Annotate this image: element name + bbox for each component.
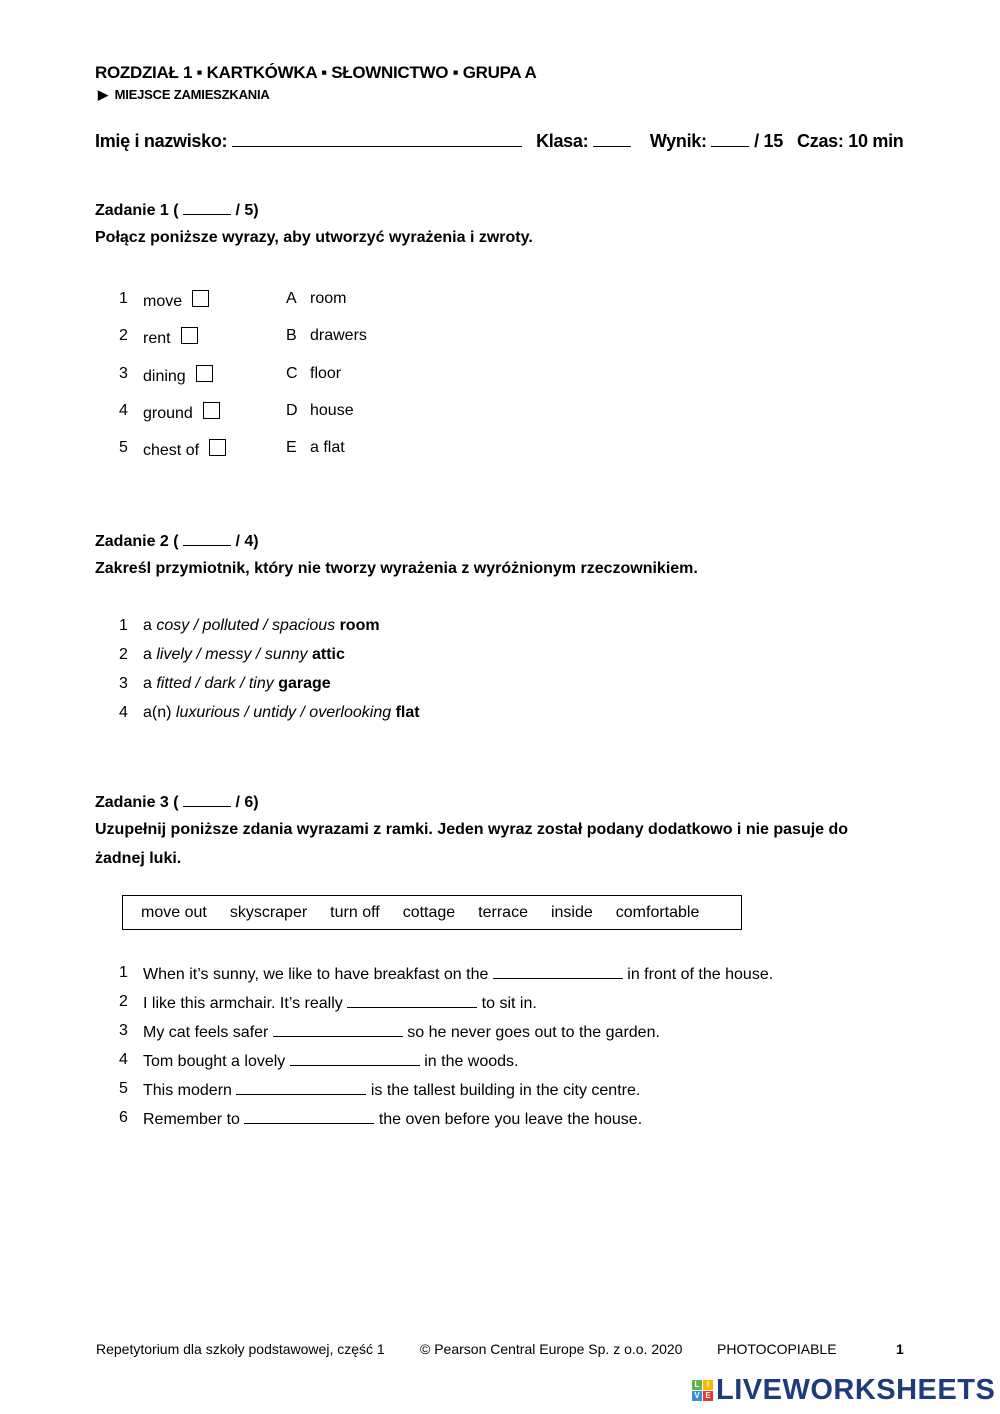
item-number: 2 bbox=[119, 993, 128, 1010]
triangle-bullet-icon: ▶ bbox=[98, 87, 108, 102]
time-label: Czas: 10 min bbox=[797, 131, 904, 151]
adjective-item bbox=[143, 617, 380, 635]
sentence-end: is the tallest building in the city centre. bbox=[370, 1082, 641, 1099]
sentence bbox=[143, 1051, 519, 1071]
task2-instruction: Zakreśl przymiotnik, który nie tworzy wyrażenia z wyróżnionym rzeczownikiem. bbox=[95, 560, 698, 577]
task3-instruction-line1: Uzupełnij poniższe zdania wyrazami z ramki. Jeden wyraz został podany dodatkowo i nie pasuje do bbox=[95, 821, 849, 838]
sentence-start: Remember to bbox=[143, 1111, 240, 1128]
sentence bbox=[143, 964, 773, 984]
option-word: a flat bbox=[310, 439, 345, 457]
answer-checkbox[interactable] bbox=[192, 290, 209, 307]
answer-blank[interactable] bbox=[244, 1109, 374, 1124]
task1-title: Zadanie 1 ( / 5) bbox=[95, 202, 259, 219]
highlighted-noun: attic bbox=[311, 646, 345, 663]
worksheet-title: ROZDZIAŁ 1 ▪ KARTKÓWKA ▪ SŁOWNICTWO ▪ GRUPA A bbox=[95, 63, 537, 82]
article: a bbox=[143, 617, 152, 634]
match-item bbox=[143, 365, 213, 386]
sentence-start: My cat feels safer bbox=[143, 1024, 269, 1041]
name-field[interactable] bbox=[232, 130, 522, 147]
item-number: 1 bbox=[119, 290, 128, 307]
class-field[interactable] bbox=[593, 130, 631, 147]
score-total: / 15 bbox=[754, 131, 783, 151]
worksheet-subtitle bbox=[98, 87, 270, 103]
match-item bbox=[143, 402, 220, 423]
match-word: ground bbox=[143, 404, 193, 422]
answer-blank[interactable] bbox=[236, 1080, 366, 1095]
item-number: 1 bbox=[119, 964, 128, 981]
student-info-row bbox=[95, 130, 904, 152]
answer-blank[interactable] bbox=[493, 964, 623, 979]
word-bank-box bbox=[122, 895, 742, 930]
answer-blank[interactable] bbox=[290, 1051, 420, 1066]
task2-title: Zadanie 2 ( / 4) bbox=[95, 533, 259, 550]
answer-checkbox[interactable] bbox=[181, 327, 198, 344]
word-bank-item: comfortable bbox=[615, 903, 700, 921]
subtitle-text: MIEJSCE ZAMIESZKANIA bbox=[114, 87, 270, 102]
answer-checkbox[interactable] bbox=[203, 402, 220, 419]
footer-copyright: © Pearson Central Europe Sp. z o.o. 2020 bbox=[420, 1341, 683, 1357]
word-bank-item: skyscraper bbox=[229, 903, 308, 921]
option-letter: E bbox=[286, 439, 297, 457]
item-number: 4 bbox=[119, 704, 128, 721]
adjective-options[interactable]: fitted / dark / tiny bbox=[156, 675, 274, 692]
option-word: floor bbox=[310, 364, 342, 382]
adjective-item bbox=[143, 646, 345, 664]
option-letter: D bbox=[286, 401, 298, 419]
article: a bbox=[143, 646, 152, 663]
word-bank-item: turn off bbox=[330, 903, 380, 921]
option-letter: A bbox=[286, 290, 297, 307]
adjective-item bbox=[143, 675, 331, 693]
word-bank-item: terrace bbox=[478, 903, 528, 921]
footer-book-title: Repetytorium dla szkoły podstawowej, część 1 bbox=[96, 1341, 385, 1357]
item-number: 4 bbox=[119, 401, 128, 419]
highlighted-noun: room bbox=[339, 617, 380, 634]
item-number: 6 bbox=[119, 1109, 128, 1126]
logo-text: LIVEWORKSHEETS bbox=[716, 1374, 996, 1406]
match-item bbox=[143, 439, 226, 460]
answer-blank[interactable] bbox=[347, 993, 477, 1008]
highlighted-noun: flat bbox=[395, 704, 420, 721]
sentence-end: in the woods. bbox=[424, 1053, 519, 1070]
sentence-end: so he never goes out to the garden. bbox=[407, 1024, 660, 1041]
item-number: 1 bbox=[119, 617, 128, 634]
option-letter: C bbox=[286, 364, 298, 382]
score-label: Wynik: bbox=[649, 131, 707, 151]
word-bank-item: cottage bbox=[402, 903, 456, 921]
sentence bbox=[143, 1080, 640, 1100]
task1-instruction: Połącz poniższe wyrazy, aby utworzyć wyrażenia i zwroty. bbox=[95, 229, 533, 246]
match-word: move bbox=[143, 293, 183, 310]
match-item bbox=[143, 327, 198, 348]
sentence-start: Tom bought a lovely bbox=[143, 1053, 286, 1070]
footer-photocopiable: PHOTOCOPIABLE bbox=[717, 1341, 837, 1357]
sentence bbox=[143, 1022, 660, 1042]
item-number: 3 bbox=[119, 364, 128, 382]
sentence-start: I like this armchair. It’s really bbox=[143, 995, 343, 1012]
task3-title: Zadanie 3 ( / 6) bbox=[95, 794, 259, 811]
sentence-start: When it’s sunny, we like to have breakfast on the bbox=[143, 966, 489, 983]
adjective-options[interactable]: lively / messy / sunny bbox=[156, 646, 308, 663]
sentence bbox=[143, 1109, 642, 1129]
sentence-start: This modern bbox=[143, 1082, 232, 1099]
item-number: 2 bbox=[119, 646, 128, 663]
match-word: rent bbox=[143, 330, 171, 348]
option-word: house bbox=[310, 401, 354, 419]
task2-score-field[interactable] bbox=[183, 531, 231, 546]
option-word: drawers bbox=[310, 327, 367, 345]
answer-blank[interactable] bbox=[273, 1022, 403, 1037]
item-number: 2 bbox=[119, 327, 128, 345]
task1-score-field[interactable] bbox=[183, 200, 231, 215]
article: a(n) bbox=[143, 704, 172, 721]
word-bank-item: inside bbox=[550, 903, 593, 921]
score-field[interactable] bbox=[711, 130, 749, 147]
sentence-end: to sit in. bbox=[481, 995, 537, 1012]
class-label: Klasa: bbox=[536, 131, 589, 151]
page-number: 1 bbox=[896, 1341, 904, 1357]
adjective-options[interactable]: cosy / polluted / spacious bbox=[156, 617, 336, 634]
article: a bbox=[143, 675, 152, 692]
item-number: 3 bbox=[119, 1022, 128, 1039]
task3-score-field[interactable] bbox=[183, 792, 231, 807]
item-number: 5 bbox=[119, 439, 128, 457]
word-bank-item: move out bbox=[141, 903, 207, 921]
item-number: 3 bbox=[119, 675, 128, 692]
answer-checkbox[interactable] bbox=[209, 439, 226, 456]
name-label: Imię i nazwisko: bbox=[95, 131, 228, 151]
live-tiles-icon: L I V E bbox=[692, 1380, 713, 1401]
match-item bbox=[143, 290, 209, 311]
sentence bbox=[143, 993, 537, 1013]
answer-checkbox[interactable] bbox=[196, 365, 213, 382]
option-letter: B bbox=[286, 327, 297, 345]
sentence-end: the oven before you leave the house. bbox=[378, 1111, 643, 1128]
task3-instruction-line2: żadnej luki. bbox=[95, 850, 182, 867]
adjective-item bbox=[143, 704, 420, 722]
option-word: room bbox=[310, 290, 347, 307]
item-number: 5 bbox=[119, 1080, 128, 1097]
liveworksheets-logo[interactable] bbox=[692, 1374, 995, 1407]
match-word: chest of bbox=[143, 442, 200, 460]
match-word: dining bbox=[143, 367, 186, 385]
sentence-end: in front of the house. bbox=[627, 966, 774, 983]
item-number: 4 bbox=[119, 1051, 128, 1068]
adjective-options[interactable]: luxurious / untidy / overlooking bbox=[175, 704, 392, 721]
highlighted-noun: garage bbox=[278, 675, 331, 692]
